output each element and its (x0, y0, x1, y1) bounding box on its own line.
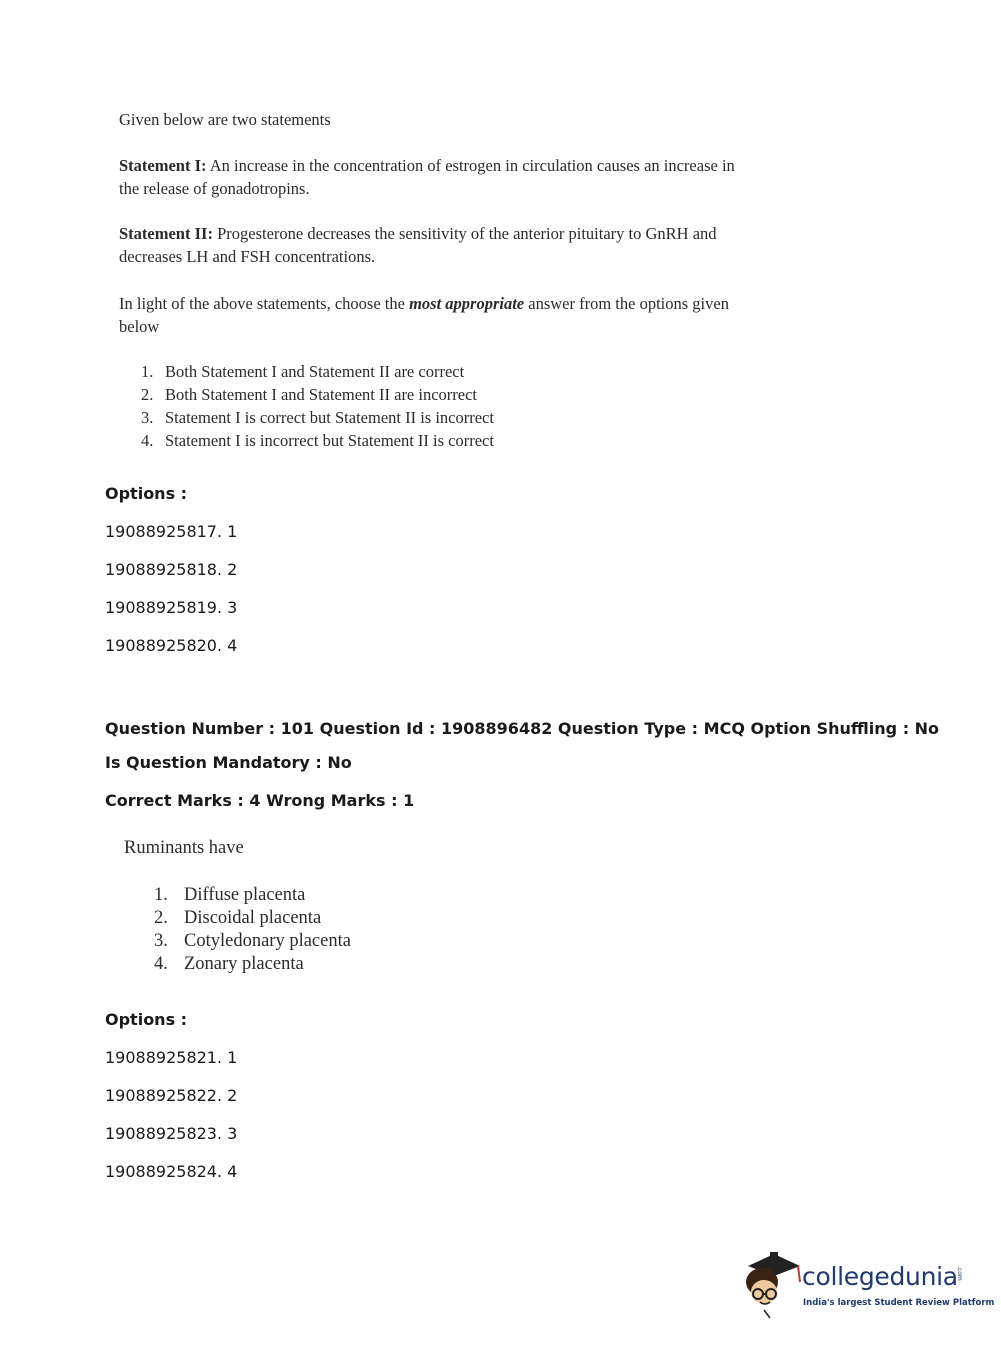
choice-number: 2. (141, 385, 154, 404)
q1-option: 19088925819. 3 (105, 598, 238, 617)
choice-number: 3. (141, 408, 154, 427)
q1-statement-1-text: An increase in the concentration of estrogen in circulation causes an increase in the release of gonadotropins. (119, 156, 735, 198)
q1-choice (141, 383, 494, 406)
q1-statement-1 (119, 154, 739, 200)
choice-number: 4. (141, 431, 154, 450)
choice-text: Cotyledonary placenta (184, 931, 351, 951)
q1-instruction-post: answer from the options given below (119, 294, 729, 336)
choice-number: 1. (154, 885, 168, 905)
q1-statement-2-label: Statement II: (119, 224, 213, 243)
q1-option: 19088925817. 1 (105, 522, 238, 541)
mascot-icon (740, 1248, 802, 1320)
choice-number: 2. (154, 908, 168, 928)
q1-choice (141, 429, 494, 452)
q2-option: 19088925822. 2 (105, 1086, 238, 1105)
q2-meta-line-1: Question Number : 101 Question Id : 1908896482 Question Type : MCQ Option Shuffling : No (105, 719, 940, 738)
q1-instruction-emphasis: most appropriate (409, 294, 525, 313)
logo-dotcom: .com (956, 1266, 963, 1281)
choice-text: Zonary placenta (184, 954, 304, 974)
choice-number: 4. (154, 954, 168, 974)
choice-text: Statement I is correct but Statement II is incorrect (165, 408, 494, 427)
q2-meta-line-3: Correct Marks : 4 Wrong Marks : 1 (105, 791, 415, 810)
q1-option: 19088925818. 2 (105, 560, 238, 579)
q2-option: 19088925821. 1 (105, 1048, 238, 1067)
q2-choice (154, 884, 351, 907)
q1-options-label: Options : (105, 484, 188, 503)
collegedunia-logo (740, 1248, 995, 1320)
q2-option: 19088925824. 4 (105, 1162, 238, 1181)
q1-option: 19088925820. 4 (105, 636, 238, 655)
logo-wordmark: collegedunia (802, 1262, 958, 1291)
q2-option: 19088925823. 3 (105, 1124, 238, 1143)
q2-choice (154, 953, 351, 976)
q1-choice-list (141, 360, 494, 452)
q1-choice (141, 360, 494, 383)
choice-text: Both Statement I and Statement II are incorrect (165, 385, 478, 404)
q2-meta-line-2: Is Question Mandatory : No (105, 753, 352, 772)
q1-statement-1-label: Statement I: (119, 156, 207, 175)
choice-text: Discoidal placenta (184, 908, 322, 928)
q1-instruction (119, 292, 739, 338)
q2-choice (154, 907, 351, 930)
choice-number: 1. (141, 362, 154, 381)
q1-statement-2-text: Progesterone decreases the sensitivity of the anterior pituitary to GnRH and decreases LH and FSH concentrations. (119, 224, 717, 266)
choice-number: 3. (154, 931, 168, 951)
choice-text: Diffuse placenta (184, 885, 306, 905)
q2-lead: Ruminants have (124, 838, 244, 858)
q2-choice-list (154, 884, 351, 976)
q2-choice (154, 930, 351, 953)
choice-text: Both Statement I and Statement II are correct (165, 362, 465, 381)
logo-tagline: India's largest Student Review Platform (803, 1298, 995, 1308)
q1-instruction-pre: In light of the above statements, choose the (119, 294, 410, 313)
q1-statement-2 (119, 222, 739, 268)
choice-text: Statement I is incorrect but Statement II is correct (165, 431, 494, 450)
q1-choice (141, 406, 494, 429)
q1-intro: Given below are two statements (119, 110, 331, 129)
q2-options-label: Options : (105, 1010, 188, 1029)
